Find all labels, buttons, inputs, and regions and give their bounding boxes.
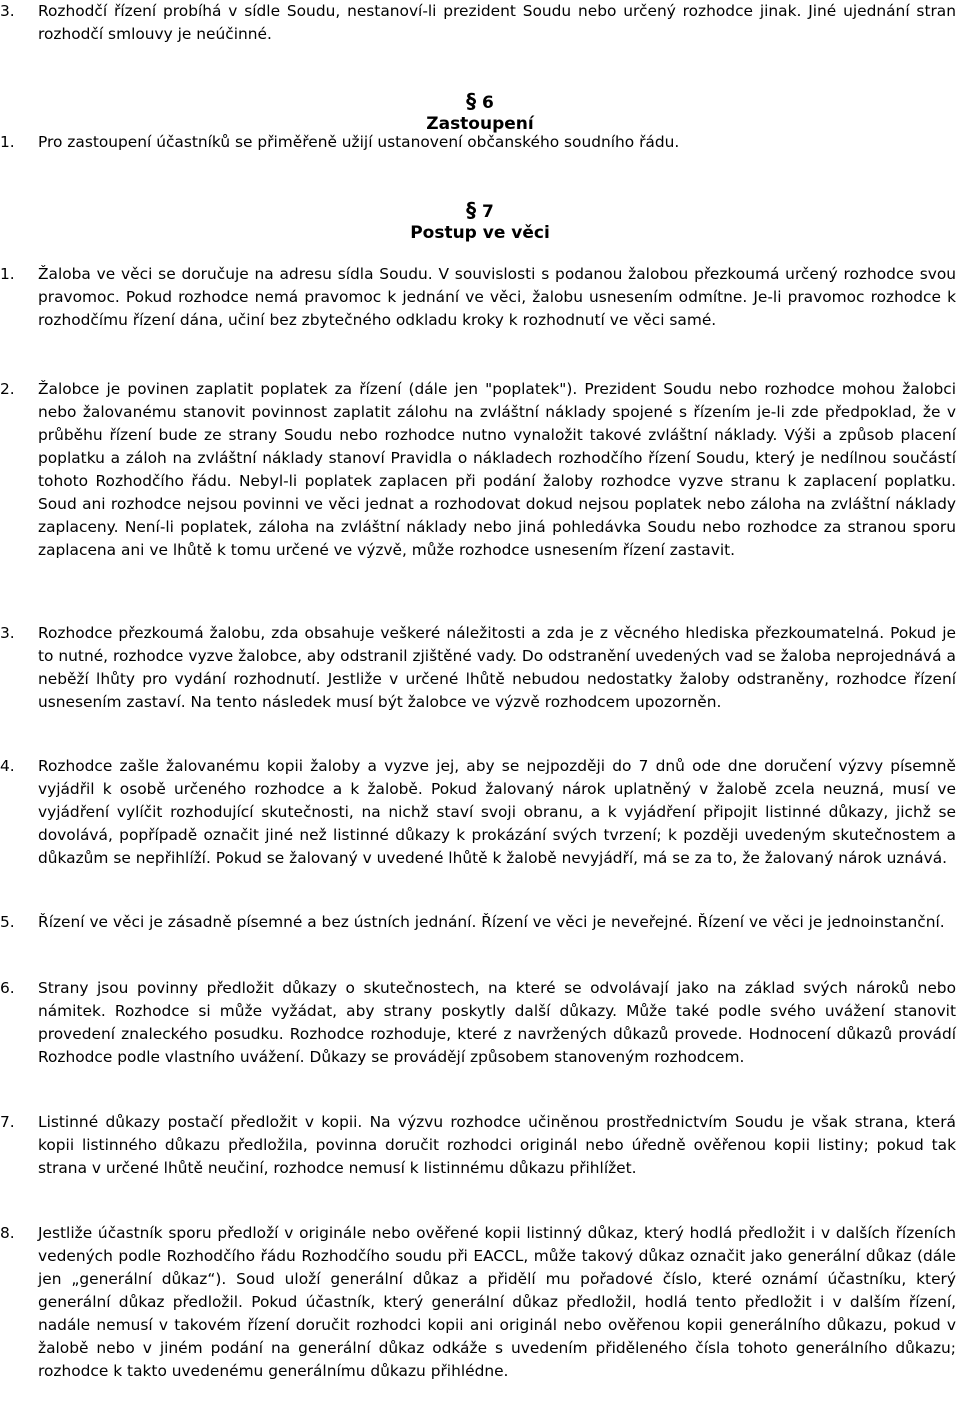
paragraph-text: Jestliže účastník sporu předloží v originále nebo ověřené kopii listinný důkaz, který hodlá předložit i v dalších řízeních vedených podle Rozhodčího řádu Rozhodčího soudu při EACCL, může takový důkaz označit jako generální důkaz (dále jen „generální důkaz“). Soud uloží generální důkaz a přidělí mu pořadové číslo, které oznámí účastníku, který generální důkaz předložil. Pokud účastník, který generální důkaz předložil, hodlá tento předložit i v dalším řízení, nadále nemusí v takovém řízení doručit rozhodci kopii ani originál nebo ověřenou kopii generálního důkazu, pokud v žalobě nebo v jiném podání na generální důkaz odkáže s uvedením přiděleného čísla tohoto generálního důkazu; rozhodce k takto uvedenému generálnímu důkazu přihlédne. <box>38 1224 956 1380</box>
paragraph-text: Rozhodčí řízení probíhá v sídle Soudu, nestanoví-li prezident Soudu nebo určený rozhodce jinak. Jiné ujednání stran rozhodčí smlouvy je neúčinné. <box>38 2 956 43</box>
section-heading-7 <box>0 199 960 224</box>
paragraph-number: 5. <box>0 913 15 931</box>
paragraph-text: Řízení ve věci je zásadně písemné a bez ústních jednání. Řízení ve věci je neveřejné. Řízení ve věci je jednoinstanční. <box>38 913 945 931</box>
paragraph-text: Žaloba ve věci se doručuje na adresu sídla Soudu. V souvislosti s podanou žalobou přezkoumá určený rozhodce svou pravomoc. Pokud rozhodce nemá pravomoc k jednání ve věci, žalobu usnesením odmítne. Je-li pravomoc rozhodce k rozhodčímu řízení dána, učiní bez zbytečného odkladu kroky k rozhodnutí ve věci samé. <box>38 265 956 329</box>
section-symbol: § <box>466 89 477 113</box>
paragraph-text: Pro zastoupení účastníků se přiměřeně užijí ustanovení občanského soudního řádu. <box>38 133 680 151</box>
paragraph-text: Žalobce je povinen zaplatit poplatek za řízení (dále jen "poplatek"). Prezident Soudu nebo rozhodce mohou žalobci nebo žalovanému stanovit povinnost zaplatit zálohu na zvláštní náklady spojené s řízením je-li zde předpoklad, že v průběhu řízení bude ze strany Soudu nebo rozhodce nutno vynaložit takové zvláštní náklady. Výši a způsob placení poplatku a záloh na zvláštní náklady stanoví Pravidla o nákladech rozhodčího řízení Soudu, který je nedílnou součástí tohoto Rozhodčího řádu. Nebyl-li poplatek zaplacen při podání žaloby rozhodce vyzve stranu k zaplacení poplatku. Soud ani rozhodce nejsou povinni ve věci jednat a rozhodovat dokud nejsou poplatek nebo záloha na zvláštní náklady zaplaceny. Není-li poplatek, záloha na zvláštní náklady nebo jiná pohledávka Soudu nebo rozhodce za stranou sporu zaplacena ani ve lhůtě k tomu určené ve výzvě, může rozhodce usnesením řízení zastavit. <box>38 380 956 559</box>
paragraph-number: 8. <box>0 1224 15 1242</box>
section-title-7: Postup ve věci <box>410 223 550 243</box>
paragraph-number: 1. <box>0 133 15 151</box>
paragraph-text: Listinné důkazy postačí předložit v kopii. Na výzvu rozhodce učiněnou prostřednictvím Soudu je však strana, která kopii listinného důkazu předložila, povinna doručit rozhodci originál nebo úředně ověřenou kopii listiny; pokud tak strana v určené lhůtě neučiní, rozhodce nemusí k listinnému důkazu přihlížet. <box>38 1113 956 1177</box>
paragraph-7-6 <box>0 977 956 1069</box>
section-number-line <box>0 90 960 115</box>
section-number: 7 <box>482 202 494 222</box>
paragraph-number: 2. <box>0 380 15 398</box>
paragraph-5-3 <box>0 0 956 46</box>
paragraph-7-4 <box>0 755 956 870</box>
paragraph-number: 3. <box>0 624 15 642</box>
paragraph-number: 7. <box>0 1113 15 1131</box>
paragraph-7-3 <box>0 622 956 714</box>
paragraph-7-8 <box>0 1222 956 1383</box>
section-number-line <box>0 199 960 224</box>
section-number: 6 <box>482 93 494 113</box>
paragraph-text: Rozhodce přezkoumá žalobu, zda obsahuje veškeré náležitosti a zda je z věcného hlediska přezkoumatelná. Pokud je to nutné, rozhodce vyzve žalobce, aby odstranil zjištěné vady. Do odstranění uvedených vad se žaloba neprojednává a neběží lhůty pro vydání rozhodnutí. Jestliže v určené lhůtě nebudou nedostatky žaloby odstraněny, rozhodce řízení usnesením zastaví. Na tento následek musí být žalobce ve výzvě rozhodcem upozorněn. <box>38 624 956 711</box>
section-symbol: § <box>466 198 477 222</box>
paragraph-7-5 <box>0 911 956 934</box>
paragraph-7-1 <box>0 263 956 332</box>
paragraph-7-2 <box>0 378 956 562</box>
paragraph-text: Strany jsou povinny předložit důkazy o skutečnostech, na které se odvolávají jako na základ svých nároků nebo námitek. Rozhodce si může vyžádat, aby strany poskytly další důkazy. Může také podle svého uvážení stanovit provedení znaleckého posudku. Rozhodce rozhoduje, které z navržených důkazů provede. Hodnocení důkazů provádí Rozhodce podle vlastního uvážení. Důkazy se provádějí způsobem stanoveným rozhodcem. <box>38 979 956 1066</box>
section-title-6: Zastoupení <box>426 114 534 134</box>
paragraph-number: 1. <box>0 265 15 283</box>
paragraph-number: 6. <box>0 979 15 997</box>
section-heading-6 <box>0 90 960 115</box>
paragraph-number: 3. <box>0 2 15 20</box>
paragraph-7-7 <box>0 1111 956 1180</box>
paragraph-text: Rozhodce zašle žalovanému kopii žaloby a vyzve jej, aby se nejpozději do 7 dnů ode dne doručení výzvy písemně vyjádřil k osobě určeného rozhodce a k žalobě. Pokud žalovaný nárok uplatněný v žalobě zcela neuzná, musí ve vyjádření vylíčit rozhodující skutečnosti, na nichž staví svoji obranu, a k vyjádření připojit listinné důkazy, jichž se dovolává, popřípadě označit jiné než listinné důkazy k prokázání svých tvrzení; k později uvedeným skutečnostem a důkazům se nepřihlíží. Pokud se žalovaný v uvedené lhůtě k žalobě nevyjádří, má se za to, že žalovaný nárok uznává. <box>38 757 956 867</box>
paragraph-6-1 <box>0 131 956 154</box>
paragraph-number: 4. <box>0 757 15 775</box>
